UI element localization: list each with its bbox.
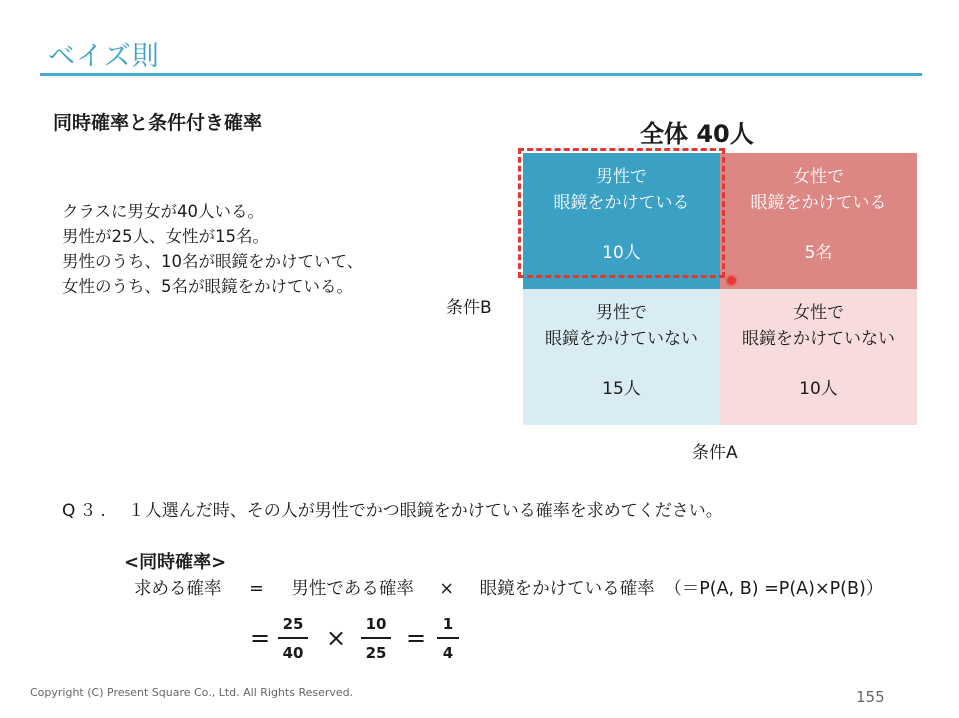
formula-lhs: 求める確率: [134, 579, 222, 599]
copyright-notice: Copyright (C) Present Square Co., Ltd. All Rights Reserved.: [30, 686, 354, 699]
fraction-denominator: 25: [365, 643, 387, 662]
cell-female-no-glasses: [720, 289, 917, 425]
question-number: Q３.: [62, 501, 110, 521]
slide-title: ベイズ則: [48, 41, 160, 72]
question: [62, 496, 723, 521]
fraction-25-40: [278, 614, 308, 663]
cell-line2: 眼鏡をかけていない: [545, 329, 698, 349]
calc-equals: =: [250, 624, 271, 652]
cell-count: 10人: [799, 379, 838, 399]
formula-term-glasses: 眼鏡をかけている確率: [479, 579, 655, 599]
cell-count: 10人: [602, 243, 641, 263]
fraction-numerator: 25: [282, 615, 304, 633]
fraction-10-25: [361, 614, 391, 663]
table-total-label: 全体 40人: [640, 120, 754, 148]
fraction-denominator: 40: [282, 643, 304, 662]
formula-times: ×: [439, 579, 455, 599]
page-number: 155: [856, 688, 885, 706]
cell-line1: 女性で: [793, 167, 844, 187]
formula-equals: =: [249, 579, 264, 599]
formula-note: （＝P(A, B) =P(A)×P(B)）: [664, 579, 884, 599]
problem-line: 女性のうち、5名が眼鏡をかけている。: [62, 277, 353, 296]
condition-a-label: 条件A: [692, 443, 738, 463]
calc-times: ×: [326, 624, 347, 652]
formula-line: [134, 575, 883, 600]
cell-line1: 男性で: [596, 167, 647, 187]
cell-male-no-glasses: [523, 289, 720, 425]
section-heading: 同時確率と条件付き確率: [53, 112, 263, 134]
title-divider: [40, 73, 922, 76]
calc-equals-result: =: [406, 624, 427, 652]
problem-statement: [62, 199, 363, 299]
cell-line2: 眼鏡をかけている: [553, 193, 690, 213]
question-text: １人選んだ時、その人が男性でかつ眼鏡をかけている確率を求めてください。: [127, 501, 723, 521]
fraction-bar: [361, 637, 391, 639]
condition-b-label: 条件B: [446, 298, 492, 318]
problem-line: クラスに男女が40人いる。: [62, 202, 265, 221]
fraction-1-4: [437, 614, 459, 663]
problem-line: 男性のうち、10名が眼鏡をかけていて、: [62, 252, 364, 271]
problem-line: 男性が25人、女性が15名。: [62, 227, 269, 246]
formula-term-male: 男性である確率: [291, 579, 414, 599]
laser-pointer-dot: [727, 276, 736, 285]
cell-count: 15人: [602, 379, 641, 399]
fraction-denominator: 4: [442, 643, 454, 662]
cell-line2: 眼鏡をかけている: [750, 193, 887, 213]
cell-line1: 男性で: [596, 303, 647, 323]
cell-line2: 眼鏡をかけていない: [742, 329, 895, 349]
fraction-bar: [437, 637, 459, 639]
cell-female-glasses: [720, 153, 917, 289]
cell-line1: 女性で: [793, 303, 844, 323]
highlight-dashed-box: [518, 148, 725, 278]
joint-probability-heading: <同時確率>: [124, 552, 227, 573]
fraction-numerator: 1: [442, 615, 454, 633]
cell-count: 5名: [804, 243, 833, 263]
fraction-numerator: 10: [365, 615, 387, 633]
fraction-bar: [278, 637, 308, 639]
